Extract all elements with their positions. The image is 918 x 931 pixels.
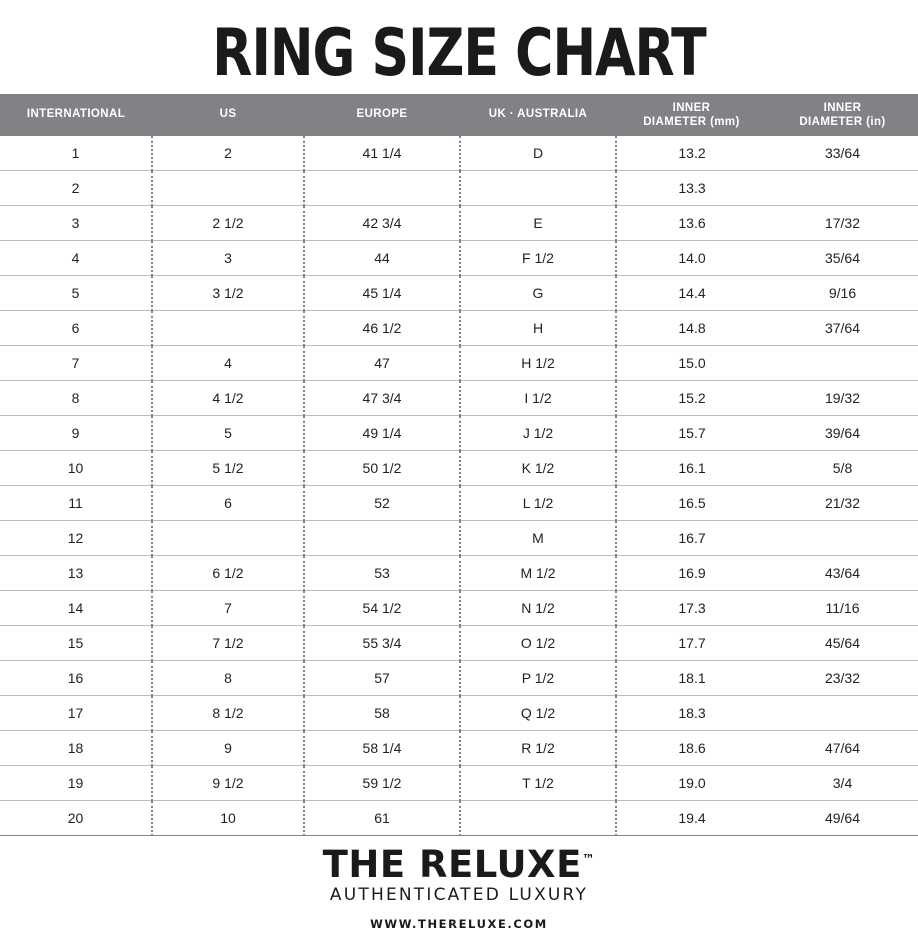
table-cell: H 1/2	[460, 346, 616, 381]
table-cell: 4	[152, 346, 304, 381]
table-row	[0, 171, 918, 206]
table-row	[0, 521, 918, 556]
trademark-symbol: ™	[581, 852, 596, 868]
table-cell	[767, 521, 918, 556]
table-header	[0, 94, 918, 136]
table-cell: 18.1	[616, 661, 767, 696]
table-cell: 41 1/4	[304, 136, 460, 171]
table-cell: 3	[0, 206, 152, 241]
table-cell: 2	[0, 171, 152, 206]
table-cell: O 1/2	[460, 626, 616, 661]
column-header-inner-diameter-mm-line2: DIAMETER (mm)	[643, 115, 740, 128]
brand-name	[322, 843, 596, 886]
table-cell	[152, 311, 304, 346]
table-cell: 35/64	[767, 241, 918, 276]
table-cell: 9 1/2	[152, 766, 304, 801]
table-cell: 53	[304, 556, 460, 591]
table-cell: M 1/2	[460, 556, 616, 591]
table-row	[0, 311, 918, 346]
table-cell	[767, 696, 918, 731]
table-cell: 23/32	[767, 661, 918, 696]
table-row	[0, 381, 918, 416]
table-cell: 16.9	[616, 556, 767, 591]
table-cell: 39/64	[767, 416, 918, 451]
table-cell: 49 1/4	[304, 416, 460, 451]
table-cell	[152, 171, 304, 206]
table-row	[0, 346, 918, 381]
column-header-inner-diameter-in-line2: DIAMETER (in)	[799, 115, 886, 128]
table-cell: D	[460, 136, 616, 171]
column-header-uk-australia-line1: UK · AUSTRALIA	[488, 108, 588, 121]
table-cell: 58 1/4	[304, 731, 460, 766]
table-cell: 4 1/2	[152, 381, 304, 416]
table-cell: 15	[0, 626, 152, 661]
column-header-inner-diameter-mm	[616, 94, 767, 136]
table-cell: T 1/2	[460, 766, 616, 801]
footer	[0, 843, 918, 931]
table-cell: 15.2	[616, 381, 767, 416]
table-cell: 20	[0, 801, 152, 836]
column-header-uk-australia	[460, 94, 616, 136]
column-header-us	[152, 94, 304, 136]
table-cell: 13	[0, 556, 152, 591]
column-header-international-line1: INTERNATIONAL	[26, 108, 126, 121]
page-title: RING SIZE CHART	[212, 14, 706, 91]
table-cell: 8	[152, 661, 304, 696]
table-row	[0, 451, 918, 486]
table-cell: 9	[152, 731, 304, 766]
table-cell: 45 1/4	[304, 276, 460, 311]
table-cell: 10	[0, 451, 152, 486]
table-cell: 16.5	[616, 486, 767, 521]
table-cell: 50 1/2	[304, 451, 460, 486]
table-cell: G	[460, 276, 616, 311]
table-cell: 2	[152, 136, 304, 171]
table-header-row	[0, 94, 918, 136]
table-cell: 13.2	[616, 136, 767, 171]
table-cell: 55 3/4	[304, 626, 460, 661]
table-cell: 19/32	[767, 381, 918, 416]
column-header-inner-diameter-mm-line1: INNER	[672, 102, 711, 115]
table-row	[0, 591, 918, 626]
table-cell: 59 1/2	[304, 766, 460, 801]
table-cell: 7	[0, 346, 152, 381]
table-row	[0, 731, 918, 766]
table-row	[0, 241, 918, 276]
table-cell: 18	[0, 731, 152, 766]
table-cell: 46 1/2	[304, 311, 460, 346]
table-cell: 13.6	[616, 206, 767, 241]
table-cell: 12	[0, 521, 152, 556]
table-cell: 37/64	[767, 311, 918, 346]
table-cell: 47 3/4	[304, 381, 460, 416]
table-cell: 1	[0, 136, 152, 171]
table-cell: H	[460, 311, 616, 346]
table-cell: F 1/2	[460, 241, 616, 276]
table-cell: 47	[304, 346, 460, 381]
brand-tagline: AUTHENTICATED LUXURY	[329, 885, 589, 905]
table-cell: 15.7	[616, 416, 767, 451]
table-cell: 6	[0, 311, 152, 346]
table-cell: 6 1/2	[152, 556, 304, 591]
table-cell	[304, 171, 460, 206]
table-row	[0, 661, 918, 696]
table-cell: 52	[304, 486, 460, 521]
table-cell: 43/64	[767, 556, 918, 591]
table-cell: 42 3/4	[304, 206, 460, 241]
table-cell: 10	[152, 801, 304, 836]
table-cell: 49/64	[767, 801, 918, 836]
table-cell: 14	[0, 591, 152, 626]
column-header-europe	[304, 94, 460, 136]
table-cell: 3	[152, 241, 304, 276]
table-row	[0, 416, 918, 451]
table-cell: 17.7	[616, 626, 767, 661]
ring-size-table	[0, 94, 918, 836]
table-cell: 15.0	[616, 346, 767, 381]
table-cell: 18.6	[616, 731, 767, 766]
table-cell	[460, 801, 616, 836]
table-row	[0, 206, 918, 241]
table-cell	[304, 521, 460, 556]
table-cell: 16.1	[616, 451, 767, 486]
table-cell: 7 1/2	[152, 626, 304, 661]
table-cell: 5 1/2	[152, 451, 304, 486]
table-cell: 16.7	[616, 521, 767, 556]
table-cell: J 1/2	[460, 416, 616, 451]
table-cell: 54 1/2	[304, 591, 460, 626]
table-cell: R 1/2	[460, 731, 616, 766]
brand-website-url: WWW.THERELUXE.COM	[370, 917, 548, 931]
column-header-inner-diameter-in	[767, 94, 918, 136]
table-cell: E	[460, 206, 616, 241]
table-cell: 11/16	[767, 591, 918, 626]
table-cell: 16	[0, 661, 152, 696]
table-cell: 7	[152, 591, 304, 626]
table-cell: 33/64	[767, 136, 918, 171]
table-cell: 14.4	[616, 276, 767, 311]
table-cell: 45/64	[767, 626, 918, 661]
table-cell: L 1/2	[460, 486, 616, 521]
table-body	[0, 136, 918, 836]
table-cell: Q 1/2	[460, 696, 616, 731]
table-cell: 44	[304, 241, 460, 276]
table-cell: 17/32	[767, 206, 918, 241]
column-header-europe-line1: EUROPE	[356, 108, 408, 121]
table-cell: 19.4	[616, 801, 767, 836]
table-cell: 5	[152, 416, 304, 451]
table-cell: 57	[304, 661, 460, 696]
table-cell: 6	[152, 486, 304, 521]
table-cell	[767, 171, 918, 206]
table-cell	[767, 346, 918, 381]
table-cell: 61	[304, 801, 460, 836]
table-cell: 58	[304, 696, 460, 731]
table-cell: 3/4	[767, 766, 918, 801]
table-cell: 8	[0, 381, 152, 416]
table-cell: 2 1/2	[152, 206, 304, 241]
table-cell: 14.8	[616, 311, 767, 346]
column-header-us-line1: US	[219, 108, 237, 121]
brand-name-text: THE RELUXE	[322, 843, 582, 886]
table-cell: 3 1/2	[152, 276, 304, 311]
table-cell: 17.3	[616, 591, 767, 626]
table-cell: 18.3	[616, 696, 767, 731]
table-cell: 4	[0, 241, 152, 276]
table-cell: K 1/2	[460, 451, 616, 486]
table-cell: 11	[0, 486, 152, 521]
table-cell: 19	[0, 766, 152, 801]
column-header-international	[0, 94, 152, 136]
table-cell: I 1/2	[460, 381, 616, 416]
table-row	[0, 556, 918, 591]
table-row	[0, 276, 918, 311]
table-row	[0, 696, 918, 731]
table-cell: 14.0	[616, 241, 767, 276]
table-cell: 47/64	[767, 731, 918, 766]
table-cell: N 1/2	[460, 591, 616, 626]
table-cell: 19.0	[616, 766, 767, 801]
table-row	[0, 766, 918, 801]
table-cell: M	[460, 521, 616, 556]
table-cell	[152, 521, 304, 556]
column-header-inner-diameter-in-line1: INNER	[823, 102, 862, 115]
table-cell: 21/32	[767, 486, 918, 521]
table-cell: 8 1/2	[152, 696, 304, 731]
table-row	[0, 136, 918, 171]
table-cell: 5/8	[767, 451, 918, 486]
table-cell: 5	[0, 276, 152, 311]
table-row	[0, 626, 918, 661]
table-cell: P 1/2	[460, 661, 616, 696]
table-cell: 9/16	[767, 276, 918, 311]
table-cell: 9	[0, 416, 152, 451]
table-row	[0, 801, 918, 836]
table-cell: 17	[0, 696, 152, 731]
table-cell	[460, 171, 616, 206]
table-cell: 13.3	[616, 171, 767, 206]
table-row	[0, 486, 918, 521]
